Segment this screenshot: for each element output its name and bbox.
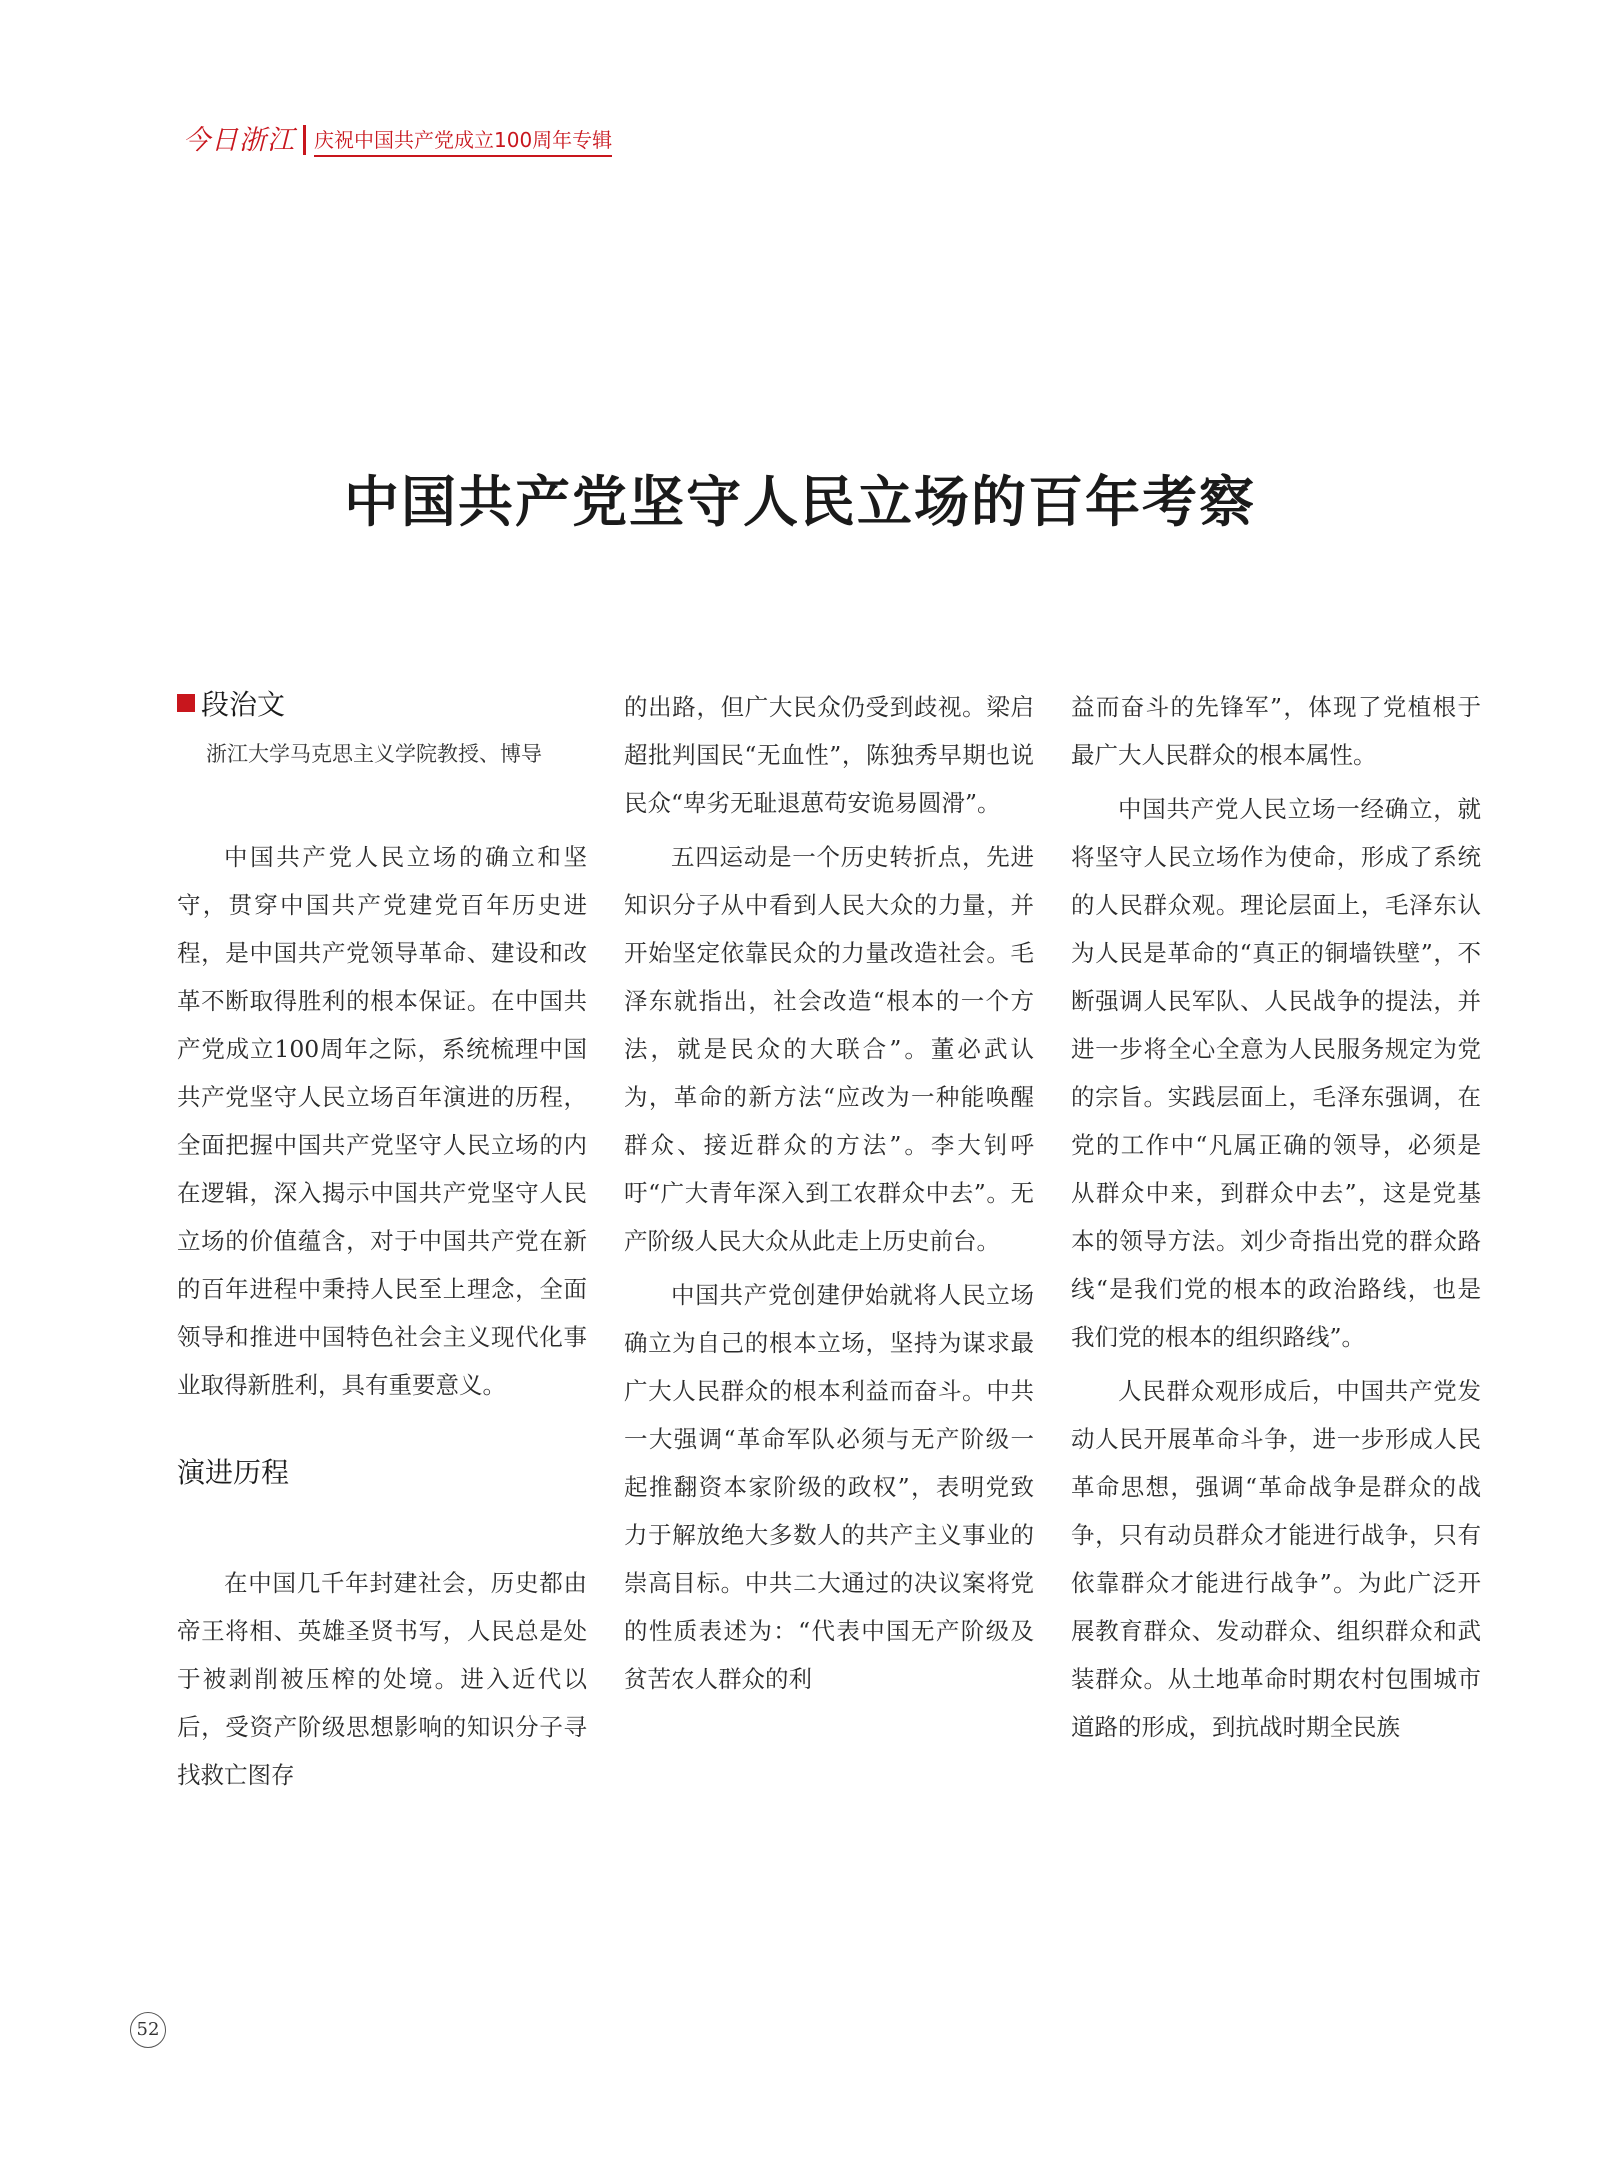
text-column-1 bbox=[177, 833, 587, 1805]
paragraph: 人民群众观形成后，中国共产党发动人民开展革命斗争，进一步形成人民革命思想，强调“革命战争是群众的战争，只有动员群众才能进行战争，只有依靠群众才能进行战争”。为此广泛开展教育群众、发动群众、组织群众和武装群众。从土地革命时期农村包围城市道路的形成，到抗战时期全民族 bbox=[1071, 1377, 1481, 1741]
section-label: 庆祝中国共产党成立100周年专辑 bbox=[314, 124, 612, 157]
paragraph: 益而奋斗的先锋军”，体现了党植根于最广大人民群众的根本属性。 bbox=[1071, 693, 1481, 769]
header-divider bbox=[303, 125, 306, 155]
text-column-2 bbox=[624, 683, 1034, 1709]
page-header bbox=[183, 118, 612, 162]
paragraph: 中国共产党人民立场一经确立，就将坚守人民立场作为使命，形成了系统的人民群众观。理论层面上，毛泽东认为人民是革命的“真正的铜墙铁壁”，不断强调人民军队、人民战争的提法，并进一步将全心全意为人民服务规定为党的宗旨。实践层面上，毛泽东强调，在党的工作中“凡属正确的领导，必须是从群众中来，到群众中去”，这是党基本的领导方法。刘少奇指出党的群众路线“是我们党的根本的政治路线，也是我们党的根本的组织路线”。 bbox=[1071, 795, 1481, 1351]
paragraph: 的出路，但广大民众仍受到歧视。梁启超批判国民“无血性”，陈独秀早期也说民众“卑劣无耻退葸苟安诡易圆滑”。 bbox=[624, 693, 1034, 817]
paragraph: 中国共产党人民立场的确立和坚守，贯穿中国共产党建党百年历史进程，是中国共产党领导革命、建设和改革不断取得胜利的根本保证。在中国共产党成立100周年之际，系统梳理中国共产党坚守人民立场百年演进的历程，全面把握中国共产党坚守人民立场的内在逻辑，深入揭示中国共产党坚守人民立场的价值蕴含，对于中国共产党在新的百年进程中秉持人民至上理念，全面领导和推进中国特色社会主义现代化事业取得新胜利，具有重要意义。 bbox=[177, 843, 587, 1399]
paragraph: 五四运动是一个历史转折点，先进知识分子从中看到人民大众的力量，并开始坚定依靠民众的力量改造社会。毛泽东就指出，社会改造“根本的一个方法，就是民众的大联合”。董必武认为，革命的新方法“应改为一种能唤醒群众、接近群众的方法”。李大钊呼吁“广大青年深入到工农群众中去”。无产阶级人民大众从此走上历史前台。 bbox=[624, 843, 1034, 1255]
paragraph: 在中国几千年封建社会，历史都由帝王将相、英雄圣贤书写，人民总是处于被剥削被压榨的处境。进入近代以后，受资产阶级思想影响的知识分子寻找救亡图存 bbox=[177, 1569, 587, 1789]
paragraph: 中国共产党创建伊始就将人民立场确立为自己的根本立场，坚持为谋求最广大人民群众的根本利益而奋斗。中共一大强调“革命军队必须与无产阶级一起推翻资本家阶级的政权”，表明党致力于解放绝大多数人的共产主义事业的崇高目标。中共二大通过的决议案将党的性质表述为：“代表中国无产阶级及贫苦农人群众的利 bbox=[624, 1281, 1034, 1693]
magazine-logo: 今日浙江 bbox=[183, 124, 295, 156]
text-column-3 bbox=[1071, 683, 1481, 1757]
author-affiliation: 浙江大学马克思主义学院教授、博导 bbox=[206, 742, 542, 766]
section-heading: 演进历程 bbox=[177, 1456, 290, 1489]
article-title: 中国共产党坚守人民立场的百年考察 bbox=[343, 469, 1256, 534]
red-square-icon bbox=[177, 694, 195, 712]
page-number: 52 bbox=[130, 2012, 166, 2048]
author-line bbox=[177, 683, 285, 723]
author-name: 段治文 bbox=[201, 688, 286, 721]
